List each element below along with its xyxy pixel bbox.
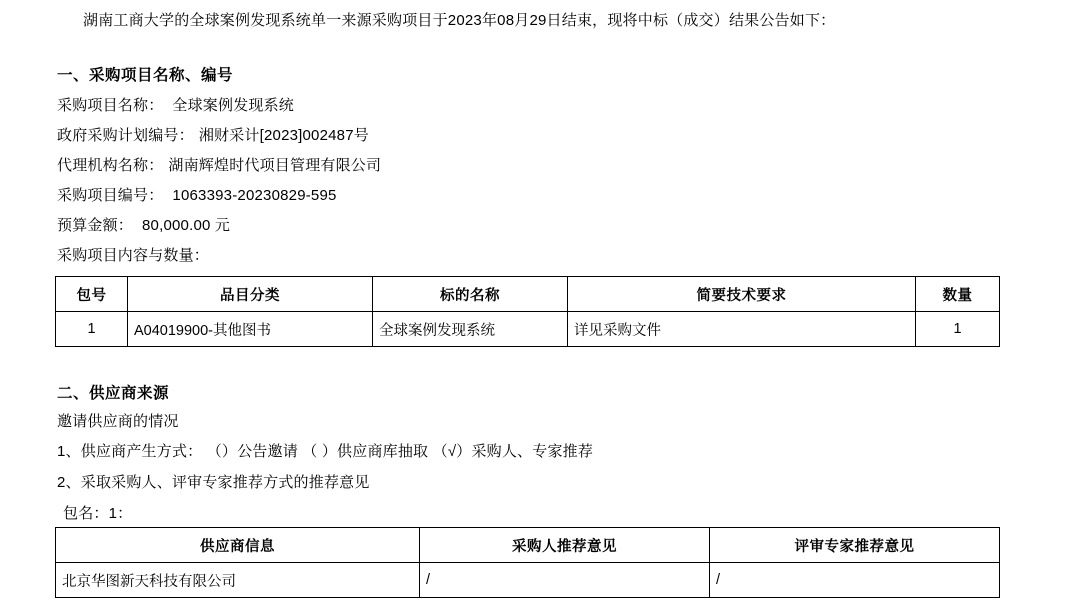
table1-cell-requirements: 详见采购文件	[568, 312, 916, 347]
section-2-title: 二、供应商来源	[57, 385, 170, 402]
table2-cell-expert-opinion: /	[710, 563, 1000, 598]
field-agency-name-value: 湖南辉煌时代项目管理有限公司	[168, 157, 382, 174]
table1-header-cell: 标的名称	[373, 277, 568, 312]
supplier-source-item-1: 1、供应商产生方式： （）公告邀请 （ ）供应商库抽取 （√）采购人、专家推荐	[57, 443, 594, 460]
table1-cell-category: A04019900-其他图书	[128, 312, 373, 347]
field-agency-name-label: 代理机构名称：	[57, 157, 164, 174]
table2-header-cell: 采购人推荐意见	[420, 528, 710, 563]
table2-cell-buyer-opinion: /	[420, 563, 710, 598]
field-agency-name	[57, 156, 381, 176]
supplier-invite-subtitle: 邀请供应商的情况	[57, 413, 179, 430]
supplier-recommendation-table	[55, 527, 1000, 598]
table1-header-cell: 品目分类	[128, 277, 373, 312]
table1-cell-package-no: 1	[56, 312, 128, 347]
procurement-content-table	[55, 276, 1000, 347]
table-row	[56, 563, 1000, 598]
table2-header-cell: 评审专家推荐意见	[710, 528, 1000, 563]
field-project-number	[57, 186, 337, 206]
field-plan-number-label: 政府采购计划编号：	[57, 127, 194, 144]
field-project-number-value: 1063393-20230829-595	[172, 187, 337, 204]
intro-paragraph: 湖南工商大学的全球案例发现系统单一来源采购项目于2023年08月29日结束，现将中标（成交）结果公告如下：	[83, 12, 836, 29]
table1-header-cell: 数量	[916, 277, 1000, 312]
content-quantity-label: 采购项目内容与数量：	[57, 247, 210, 264]
field-project-name	[57, 96, 294, 116]
supplier-source-item-2: 2、采取采购人、评审专家推荐方式的推荐意见	[57, 474, 370, 491]
field-budget-amount-value: 80,000.00 元	[142, 217, 231, 234]
table1-cell-quantity: 1	[916, 312, 1000, 347]
table1-header-cell: 简要技术要求	[568, 277, 916, 312]
field-project-name-value: 全球案例发现系统	[172, 97, 295, 114]
table1-cell-subject-name: 全球案例发现系统	[373, 312, 568, 347]
field-plan-number-value: 湘财采计[2023]002487号	[198, 127, 369, 144]
section-1-title: 一、采购项目名称、编号	[57, 67, 234, 84]
table-header-row	[56, 528, 1000, 563]
table-header-row	[56, 277, 1000, 312]
field-project-name-label: 采购项目名称：	[57, 97, 164, 114]
table-row	[56, 312, 1000, 347]
field-project-number-label: 采购项目编号：	[57, 187, 164, 204]
field-budget-amount-label: 预算金额：	[57, 217, 134, 234]
field-budget-amount	[57, 216, 230, 236]
table2-cell-supplier: 北京华图新天科技有限公司	[56, 563, 420, 598]
table1-header-cell: 包号	[56, 277, 128, 312]
table2-header-cell: 供应商信息	[56, 528, 420, 563]
field-plan-number	[57, 126, 369, 146]
package-name-label: 包名：1：	[63, 505, 133, 522]
